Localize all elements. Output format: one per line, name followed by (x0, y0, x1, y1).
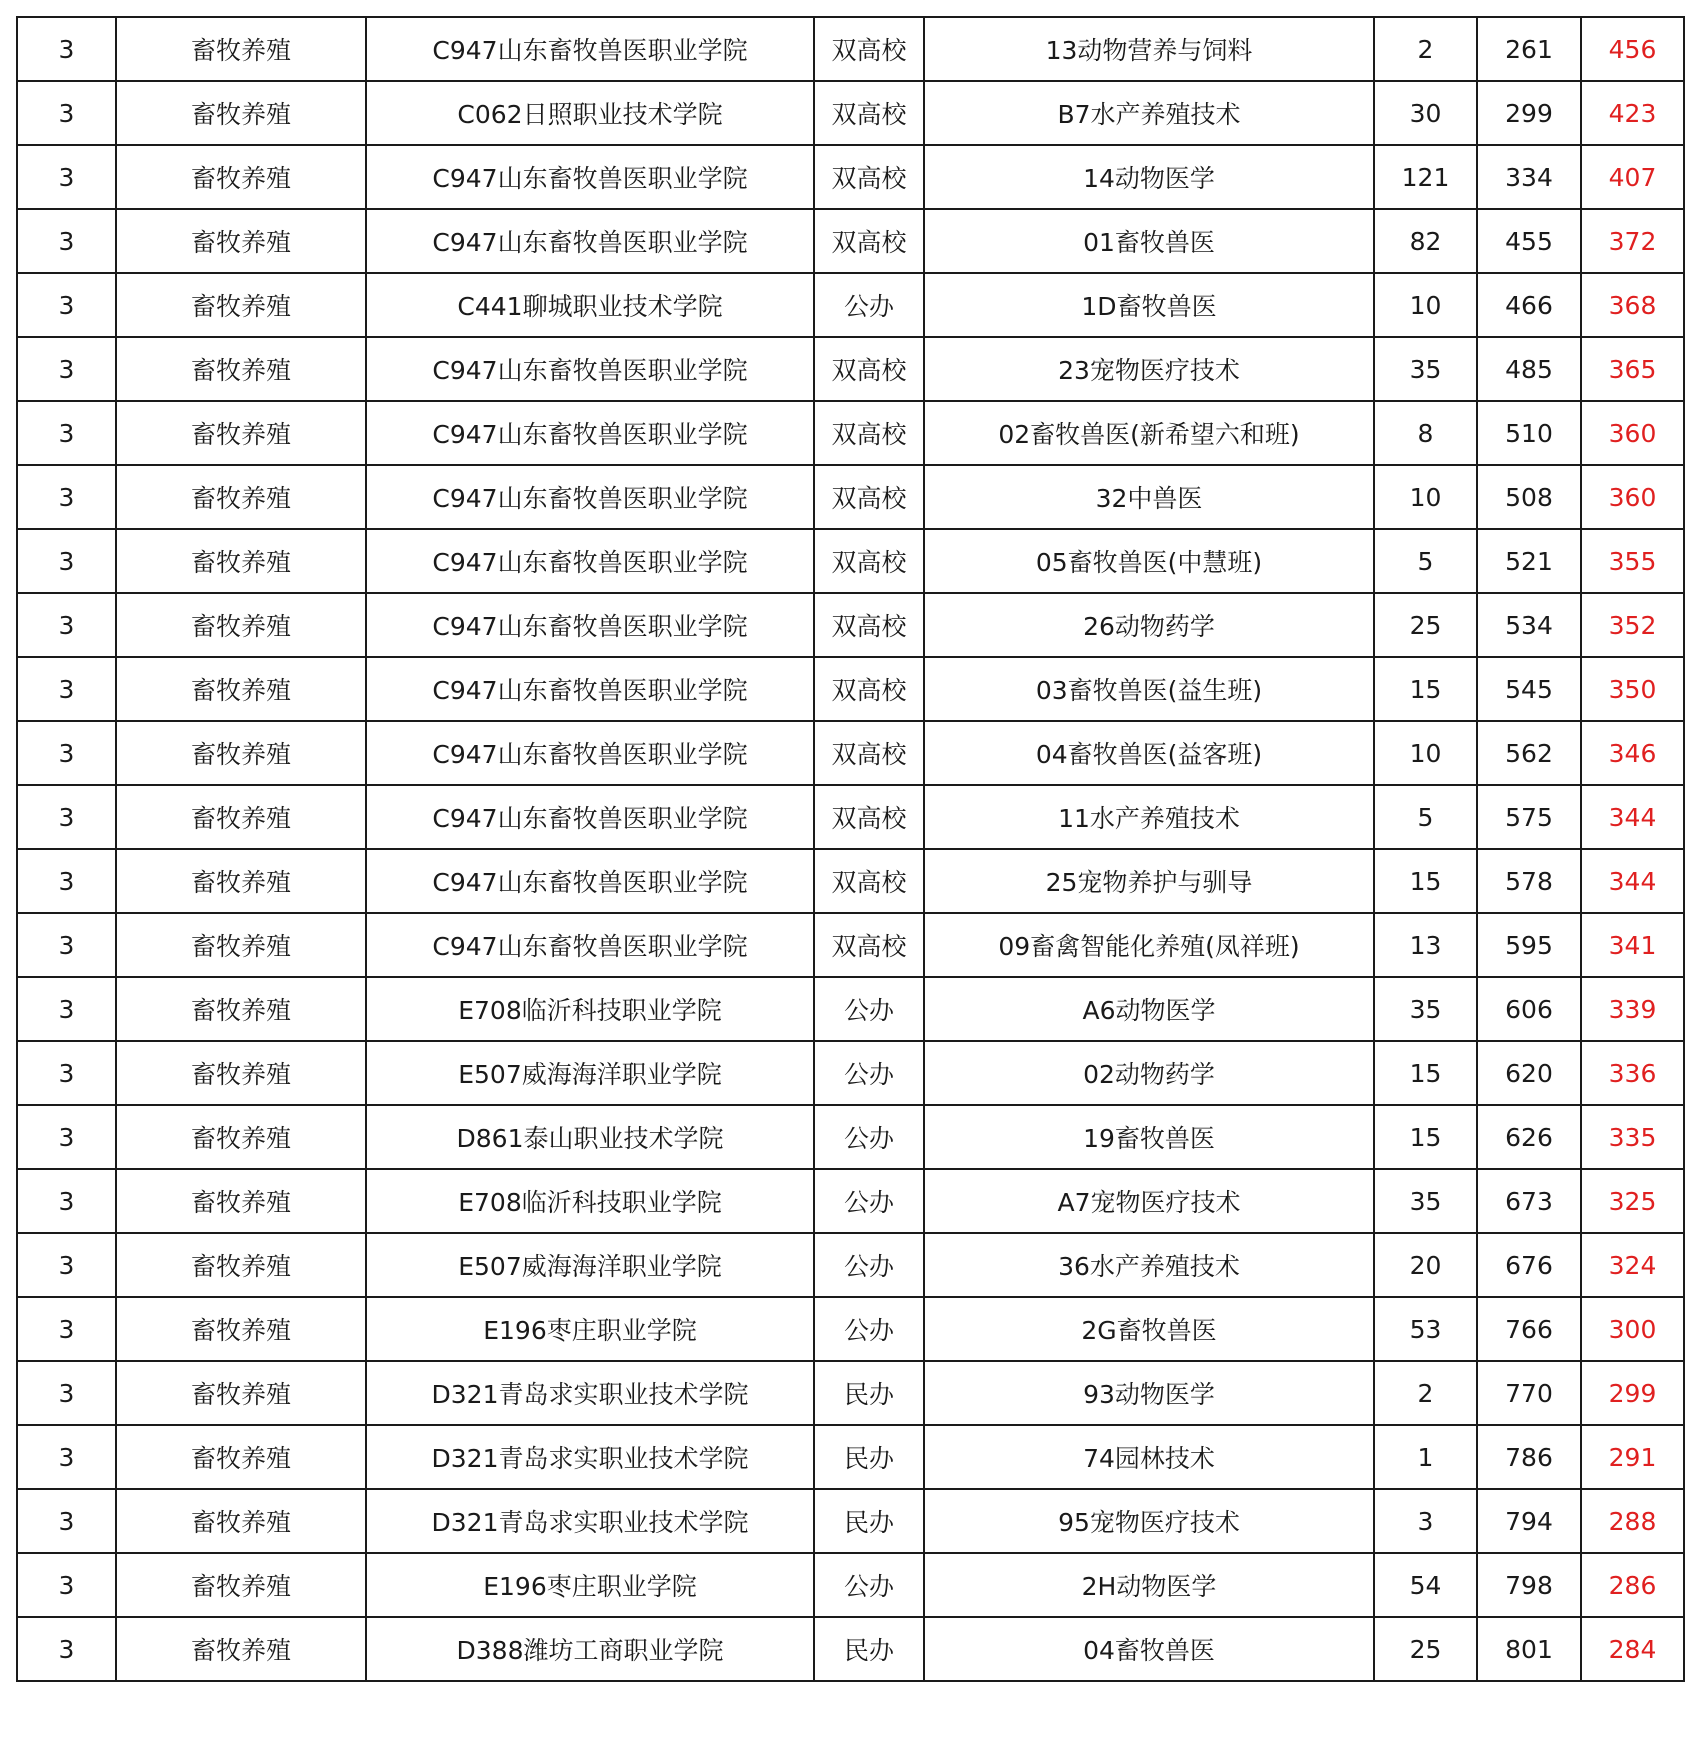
rank-cell: 575 (1477, 785, 1581, 849)
major-cell: 04畜牧兽医 (924, 1617, 1374, 1681)
score-cell: 365 (1581, 337, 1684, 401)
table-row (17, 145, 1684, 209)
rank-cell: 798 (1477, 1553, 1581, 1617)
table-row (17, 401, 1684, 465)
category-cell: 畜牧养殖 (116, 913, 366, 977)
category-cell: 畜牧养殖 (116, 849, 366, 913)
rank-cell: 606 (1477, 977, 1581, 1041)
plan-count-cell: 35 (1374, 1169, 1477, 1233)
rank-cell: 534 (1477, 593, 1581, 657)
table-row (17, 913, 1684, 977)
major-cell: 23宠物医疗技术 (924, 337, 1374, 401)
table-row (17, 529, 1684, 593)
school-cell: C947山东畜牧兽医职业学院 (366, 785, 814, 849)
rank-cell: 770 (1477, 1361, 1581, 1425)
school-cell: C947山东畜牧兽医职业学院 (366, 593, 814, 657)
school-cell: E708临沂科技职业学院 (366, 1169, 814, 1233)
school-cell: C947山东畜牧兽医职业学院 (366, 145, 814, 209)
major-cell: 36水产养殖技术 (924, 1233, 1374, 1297)
major-cell: 11水产养殖技术 (924, 785, 1374, 849)
school-type-cell: 公办 (814, 273, 924, 337)
batch-cell: 3 (17, 1105, 116, 1169)
score-cell: 291 (1581, 1425, 1684, 1489)
school-cell: E507威海海洋职业学院 (366, 1233, 814, 1297)
plan-count-cell: 25 (1374, 1617, 1477, 1681)
rank-cell: 794 (1477, 1489, 1581, 1553)
category-cell: 畜牧养殖 (116, 337, 366, 401)
batch-cell: 3 (17, 337, 116, 401)
category-cell: 畜牧养殖 (116, 17, 366, 81)
category-cell: 畜牧养殖 (116, 465, 366, 529)
score-cell: 288 (1581, 1489, 1684, 1553)
batch-cell: 3 (17, 657, 116, 721)
score-cell: 407 (1581, 145, 1684, 209)
major-cell: 13动物营养与饲料 (924, 17, 1374, 81)
table-row (17, 1617, 1684, 1681)
category-cell: 畜牧养殖 (116, 593, 366, 657)
rank-cell: 766 (1477, 1297, 1581, 1361)
table-row (17, 1489, 1684, 1553)
table-row (17, 849, 1684, 913)
score-cell: 355 (1581, 529, 1684, 593)
batch-cell: 3 (17, 1553, 116, 1617)
school-cell: C947山东畜牧兽医职业学院 (366, 401, 814, 465)
rank-cell: 673 (1477, 1169, 1581, 1233)
major-cell: 32中兽医 (924, 465, 1374, 529)
major-cell: 74园林技术 (924, 1425, 1374, 1489)
school-type-cell: 双高校 (814, 337, 924, 401)
plan-count-cell: 5 (1374, 529, 1477, 593)
table-row (17, 593, 1684, 657)
plan-count-cell: 10 (1374, 721, 1477, 785)
score-cell: 360 (1581, 465, 1684, 529)
category-cell: 畜牧养殖 (116, 273, 366, 337)
school-cell: C947山东畜牧兽医职业学院 (366, 209, 814, 273)
rank-cell: 801 (1477, 1617, 1581, 1681)
plan-count-cell: 10 (1374, 273, 1477, 337)
school-cell: E196枣庄职业学院 (366, 1553, 814, 1617)
category-cell: 畜牧养殖 (116, 209, 366, 273)
school-type-cell: 公办 (814, 1553, 924, 1617)
major-cell: 2G畜牧兽医 (924, 1297, 1374, 1361)
school-type-cell: 公办 (814, 1169, 924, 1233)
plan-count-cell: 8 (1374, 401, 1477, 465)
score-cell: 423 (1581, 81, 1684, 145)
category-cell: 畜牧养殖 (116, 1041, 366, 1105)
school-type-cell: 双高校 (814, 593, 924, 657)
batch-cell: 3 (17, 913, 116, 977)
school-type-cell: 双高校 (814, 145, 924, 209)
score-cell: 344 (1581, 849, 1684, 913)
school-cell: D861泰山职业技术学院 (366, 1105, 814, 1169)
score-cell: 325 (1581, 1169, 1684, 1233)
category-cell: 畜牧养殖 (116, 401, 366, 465)
school-cell: E507威海海洋职业学院 (366, 1041, 814, 1105)
school-type-cell: 双高校 (814, 721, 924, 785)
school-cell: C947山东畜牧兽医职业学院 (366, 657, 814, 721)
major-cell: 03畜牧兽医(益生班) (924, 657, 1374, 721)
plan-count-cell: 13 (1374, 913, 1477, 977)
plan-count-cell: 53 (1374, 1297, 1477, 1361)
score-cell: 456 (1581, 17, 1684, 81)
batch-cell: 3 (17, 81, 116, 145)
school-type-cell: 公办 (814, 1233, 924, 1297)
batch-cell: 3 (17, 1617, 116, 1681)
school-type-cell: 公办 (814, 1297, 924, 1361)
major-cell: A7宠物医疗技术 (924, 1169, 1374, 1233)
batch-cell: 3 (17, 529, 116, 593)
plan-count-cell: 121 (1374, 145, 1477, 209)
score-cell: 341 (1581, 913, 1684, 977)
school-cell: C441聊城职业技术学院 (366, 273, 814, 337)
score-cell: 368 (1581, 273, 1684, 337)
major-cell: B7水产养殖技术 (924, 81, 1374, 145)
rank-cell: 578 (1477, 849, 1581, 913)
batch-cell: 3 (17, 273, 116, 337)
category-cell: 畜牧养殖 (116, 1489, 366, 1553)
category-cell: 畜牧养殖 (116, 721, 366, 785)
rank-cell: 261 (1477, 17, 1581, 81)
plan-count-cell: 1 (1374, 1425, 1477, 1489)
major-cell: 93动物医学 (924, 1361, 1374, 1425)
score-cell: 352 (1581, 593, 1684, 657)
major-cell: 95宠物医疗技术 (924, 1489, 1374, 1553)
rank-cell: 620 (1477, 1041, 1581, 1105)
batch-cell: 3 (17, 209, 116, 273)
rank-cell: 595 (1477, 913, 1581, 977)
batch-cell: 3 (17, 1233, 116, 1297)
school-type-cell: 民办 (814, 1361, 924, 1425)
school-type-cell: 双高校 (814, 785, 924, 849)
plan-count-cell: 2 (1374, 1361, 1477, 1425)
major-cell: 02畜牧兽医(新希望六和班) (924, 401, 1374, 465)
batch-cell: 3 (17, 593, 116, 657)
score-cell: 335 (1581, 1105, 1684, 1169)
school-type-cell: 双高校 (814, 17, 924, 81)
category-cell: 畜牧养殖 (116, 1169, 366, 1233)
score-cell: 286 (1581, 1553, 1684, 1617)
major-cell: 25宠物养护与驯导 (924, 849, 1374, 913)
school-type-cell: 公办 (814, 1041, 924, 1105)
table-row (17, 465, 1684, 529)
plan-count-cell: 35 (1374, 337, 1477, 401)
rank-cell: 466 (1477, 273, 1581, 337)
table-row (17, 209, 1684, 273)
school-cell: C947山东畜牧兽医职业学院 (366, 529, 814, 593)
rank-cell: 562 (1477, 721, 1581, 785)
school-cell: D321青岛求实职业技术学院 (366, 1361, 814, 1425)
school-cell: D388潍坊工商职业学院 (366, 1617, 814, 1681)
table-body (17, 17, 1684, 1681)
category-cell: 畜牧养殖 (116, 1297, 366, 1361)
table-row (17, 1233, 1684, 1297)
batch-cell: 3 (17, 145, 116, 209)
table-row (17, 1105, 1684, 1169)
table-row (17, 1361, 1684, 1425)
major-cell: 26动物药学 (924, 593, 1374, 657)
table-row (17, 273, 1684, 337)
plan-count-cell: 54 (1374, 1553, 1477, 1617)
batch-cell: 3 (17, 1425, 116, 1489)
major-cell: 01畜牧兽医 (924, 209, 1374, 273)
plan-count-cell: 15 (1374, 1105, 1477, 1169)
plan-count-cell: 35 (1374, 977, 1477, 1041)
table-row (17, 785, 1684, 849)
batch-cell: 3 (17, 785, 116, 849)
rank-cell: 334 (1477, 145, 1581, 209)
major-cell: A6动物医学 (924, 977, 1374, 1041)
category-cell: 畜牧养殖 (116, 1233, 366, 1297)
category-cell: 畜牧养殖 (116, 785, 366, 849)
score-cell: 300 (1581, 1297, 1684, 1361)
school-type-cell: 双高校 (814, 81, 924, 145)
table-row (17, 17, 1684, 81)
school-cell: C947山东畜牧兽医职业学院 (366, 913, 814, 977)
school-cell: C062日照职业技术学院 (366, 81, 814, 145)
school-cell: C947山东畜牧兽医职业学院 (366, 465, 814, 529)
school-cell: D321青岛求实职业技术学院 (366, 1489, 814, 1553)
school-type-cell: 公办 (814, 1105, 924, 1169)
score-cell: 339 (1581, 977, 1684, 1041)
school-type-cell: 民办 (814, 1617, 924, 1681)
major-cell: 02动物药学 (924, 1041, 1374, 1105)
major-cell: 2H动物医学 (924, 1553, 1374, 1617)
table-row (17, 1041, 1684, 1105)
school-cell: C947山东畜牧兽医职业学院 (366, 17, 814, 81)
plan-count-cell: 30 (1374, 81, 1477, 145)
score-cell: 336 (1581, 1041, 1684, 1105)
batch-cell: 3 (17, 1489, 116, 1553)
table-row (17, 1553, 1684, 1617)
major-cell: 05畜牧兽医(中慧班) (924, 529, 1374, 593)
batch-cell: 3 (17, 977, 116, 1041)
major-cell: 09畜禽智能化养殖(凤祥班) (924, 913, 1374, 977)
plan-count-cell: 15 (1374, 657, 1477, 721)
school-type-cell: 双高校 (814, 913, 924, 977)
score-cell: 346 (1581, 721, 1684, 785)
school-type-cell: 民办 (814, 1425, 924, 1489)
school-type-cell: 双高校 (814, 401, 924, 465)
plan-count-cell: 10 (1374, 465, 1477, 529)
rank-cell: 626 (1477, 1105, 1581, 1169)
major-cell: 1D畜牧兽医 (924, 273, 1374, 337)
plan-count-cell: 82 (1374, 209, 1477, 273)
category-cell: 畜牧养殖 (116, 529, 366, 593)
score-cell: 324 (1581, 1233, 1684, 1297)
score-cell: 350 (1581, 657, 1684, 721)
table-row (17, 721, 1684, 785)
major-cell: 14动物医学 (924, 145, 1374, 209)
score-cell: 372 (1581, 209, 1684, 273)
table-row (17, 1425, 1684, 1489)
school-cell: C947山东畜牧兽医职业学院 (366, 337, 814, 401)
table-row (17, 1297, 1684, 1361)
table-row (17, 977, 1684, 1041)
plan-count-cell: 3 (1374, 1489, 1477, 1553)
school-cell: D321青岛求实职业技术学院 (366, 1425, 814, 1489)
batch-cell: 3 (17, 1041, 116, 1105)
admissions-table (16, 16, 1685, 1682)
rank-cell: 299 (1477, 81, 1581, 145)
batch-cell: 3 (17, 1361, 116, 1425)
rank-cell: 676 (1477, 1233, 1581, 1297)
table-row (17, 337, 1684, 401)
batch-cell: 3 (17, 401, 116, 465)
school-cell: C947山东畜牧兽医职业学院 (366, 721, 814, 785)
major-cell: 19畜牧兽医 (924, 1105, 1374, 1169)
school-type-cell: 双高校 (814, 849, 924, 913)
admissions-sheet (16, 16, 1685, 1682)
score-cell: 360 (1581, 401, 1684, 465)
school-type-cell: 双高校 (814, 529, 924, 593)
score-cell: 284 (1581, 1617, 1684, 1681)
table-row (17, 657, 1684, 721)
category-cell: 畜牧养殖 (116, 657, 366, 721)
table-row (17, 81, 1684, 145)
category-cell: 畜牧养殖 (116, 81, 366, 145)
plan-count-cell: 15 (1374, 849, 1477, 913)
major-cell: 04畜牧兽医(益客班) (924, 721, 1374, 785)
rank-cell: 455 (1477, 209, 1581, 273)
score-cell: 299 (1581, 1361, 1684, 1425)
batch-cell: 3 (17, 1169, 116, 1233)
rank-cell: 521 (1477, 529, 1581, 593)
batch-cell: 3 (17, 721, 116, 785)
category-cell: 畜牧养殖 (116, 1617, 366, 1681)
category-cell: 畜牧养殖 (116, 1105, 366, 1169)
category-cell: 畜牧养殖 (116, 1553, 366, 1617)
school-cell: C947山东畜牧兽医职业学院 (366, 849, 814, 913)
plan-count-cell: 15 (1374, 1041, 1477, 1105)
rank-cell: 545 (1477, 657, 1581, 721)
rank-cell: 508 (1477, 465, 1581, 529)
rank-cell: 786 (1477, 1425, 1581, 1489)
category-cell: 畜牧养殖 (116, 145, 366, 209)
plan-count-cell: 20 (1374, 1233, 1477, 1297)
score-cell: 344 (1581, 785, 1684, 849)
category-cell: 畜牧养殖 (116, 1425, 366, 1489)
school-type-cell: 双高校 (814, 657, 924, 721)
school-type-cell: 双高校 (814, 465, 924, 529)
batch-cell: 3 (17, 17, 116, 81)
batch-cell: 3 (17, 1297, 116, 1361)
school-type-cell: 民办 (814, 1489, 924, 1553)
plan-count-cell: 25 (1374, 593, 1477, 657)
school-cell: E196枣庄职业学院 (366, 1297, 814, 1361)
school-cell: E708临沂科技职业学院 (366, 977, 814, 1041)
table-row (17, 1169, 1684, 1233)
school-type-cell: 公办 (814, 977, 924, 1041)
school-type-cell: 双高校 (814, 209, 924, 273)
rank-cell: 510 (1477, 401, 1581, 465)
batch-cell: 3 (17, 465, 116, 529)
plan-count-cell: 2 (1374, 17, 1477, 81)
category-cell: 畜牧养殖 (116, 977, 366, 1041)
category-cell: 畜牧养殖 (116, 1361, 366, 1425)
rank-cell: 485 (1477, 337, 1581, 401)
batch-cell: 3 (17, 849, 116, 913)
plan-count-cell: 5 (1374, 785, 1477, 849)
